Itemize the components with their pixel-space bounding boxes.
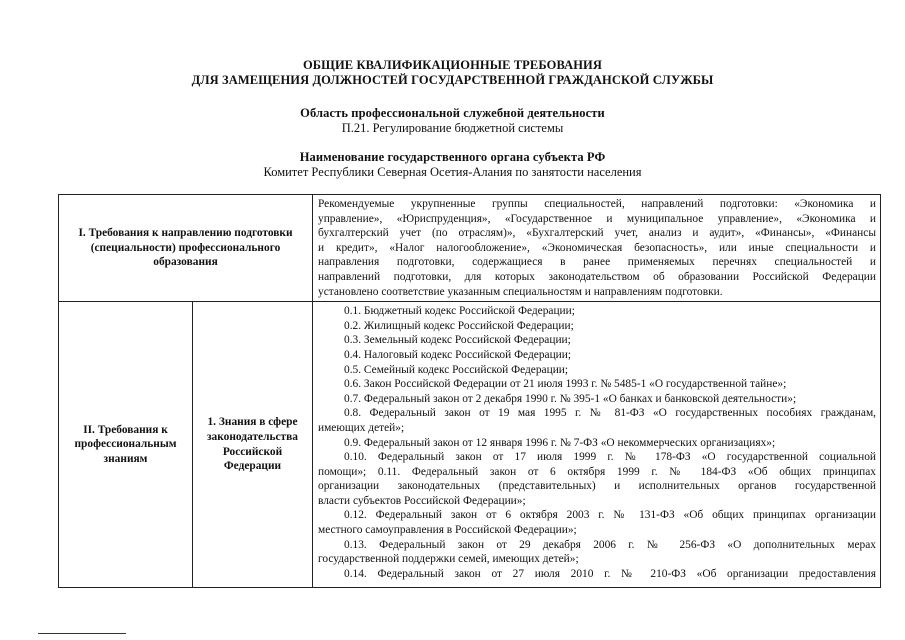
law-list-line: 0.1. Бюджетный кодекс Российской Федерации;: [344, 305, 575, 318]
law-list-line: 0.10. Федеральный закон от 17 июля 1999 г. № 178-ФЗ «О государственной социальной: [344, 451, 876, 464]
law-list-line: государственной поддержки семей, имеющих детей»;: [318, 553, 579, 566]
law-list-line: 0.7. Федеральный закон от 2 декабря 1990 г. № 395-1 «О банках и банковской деятельности»;: [344, 392, 797, 405]
section-1-lines: [318, 197, 876, 299]
law-list-line: имеющих детей»;: [318, 421, 405, 434]
law-list-line: 0.8. Федеральный закон от 19 мая 1995 г. № 81-ФЗ «О государственных пособиях гражданам,: [344, 407, 876, 420]
section-1-line: Рекомендуемые укрупненные группы специальностей, направлений подготовки: «Экономика и: [318, 198, 876, 210]
law-list-line: власти субъектов Российской Федерации»;: [318, 494, 526, 507]
table-row-knowledge: [59, 302, 881, 588]
law-list-line: местного самоуправления в Российской Федерации»;: [318, 524, 577, 537]
law-list-line: помощи»; 0.11. Федеральный закон от 6 октября 1999 г. № 184-ФЗ «Об общих принципах: [318, 465, 876, 478]
law-list-line: 0.13. Федеральный закон от 29 декабря 2006 г. № 256-ФЗ «О дополнительных мерах: [344, 538, 876, 551]
law-list: [318, 304, 876, 587]
state-organ-value: Комитет Республики Северная Осетия-Алания по занятости населения: [263, 165, 642, 179]
law-list-line: 0.12. Федеральный закон от 6 октября 2003 г. № 131-ФЗ «Об общих принципах организации: [344, 509, 876, 522]
section-1-line: направлений подготовки, для которых законодательством об образовании Российской Федерации: [318, 270, 876, 283]
footnote-separator: [38, 633, 126, 634]
section-1-line: управление», «Юриспруденция», «Государственное и муниципальное управление», «Экономика и: [318, 212, 876, 225]
activity-area: [0, 106, 905, 136]
section-1-content: [313, 195, 881, 302]
title-line-1: ОБЩИЕ КВАЛИФИКАЦИОННЫЕ ТРЕБОВАНИЯ: [302, 58, 603, 72]
activity-area-value: П.21. Регулирование бюджетной системы: [341, 121, 564, 135]
activity-area-label: Область профессиональной служебной деятельности: [300, 106, 605, 120]
law-list-line: 0.9. Федеральный закон от 12 января 1996 г. № 7-ФЗ «О некоммерческих организациях»;: [344, 436, 776, 449]
requirements-table: [58, 194, 881, 588]
state-organ-label: Наименование государственного органа субъекта РФ: [299, 150, 606, 164]
document-title: [0, 58, 905, 88]
state-organ: [0, 150, 905, 180]
law-list-line: организации законодательных (представительных) и исполнительных органов государственной: [318, 480, 876, 493]
law-list-line: 0.4. Налоговый кодекс Российской Федерации;: [344, 348, 572, 361]
section-1-line: направления подготовки, содержащиеся в ранее применяемых перечнях специальностей и: [318, 256, 876, 269]
law-list-line: 0.5. Семейный кодекс Российской Федерации;: [344, 363, 569, 376]
table-row-education: [59, 195, 881, 302]
section-1-line: и кредит», «Налог налогообложение», «Экономическая безопасность», или иные специальности и: [318, 241, 876, 254]
section-1-title: I. Требования к направлению подготовки (специальности) профессионального образования: [59, 195, 313, 302]
law-list-line: 0.2. Жилищный кодекс Российской Федерации;: [344, 319, 574, 332]
law-list-line: 0.3. Земельный кодекс Российской Федерации;: [344, 334, 571, 347]
title-line-2: ДЛЯ ЗАМЕЩЕНИЯ ДОЛЖНОСТЕЙ ГОСУДАРСТВЕННОЙ ГРАЖДАНСКОЙ СЛУЖБЫ: [191, 73, 714, 87]
section-1-line: бухгалтерский учет (по отраслям)», «Бухгалтерский учет, анализ и аудит», «Финансы», «Финансы: [318, 227, 876, 240]
section-2-content: [313, 302, 881, 588]
law-list-line: 0.14. Федеральный закон от 27 июля 2010 г. № 210-ФЗ «Об организации предоставления: [344, 567, 876, 580]
section-2-subtitle: 1. Знания в сфере законодательства Российской Федерации: [193, 302, 313, 588]
law-list-line: 0.6. Закон Российской Федерации от 21 июля 1993 г. № 5485-1 «О государственной тайне»;: [344, 378, 787, 391]
section-2-title: II. Требования к профессиональным знаниям: [59, 302, 193, 588]
section-1-line: установлено соответствие указанным специальностям и направлениям подготовки.: [318, 285, 723, 298]
